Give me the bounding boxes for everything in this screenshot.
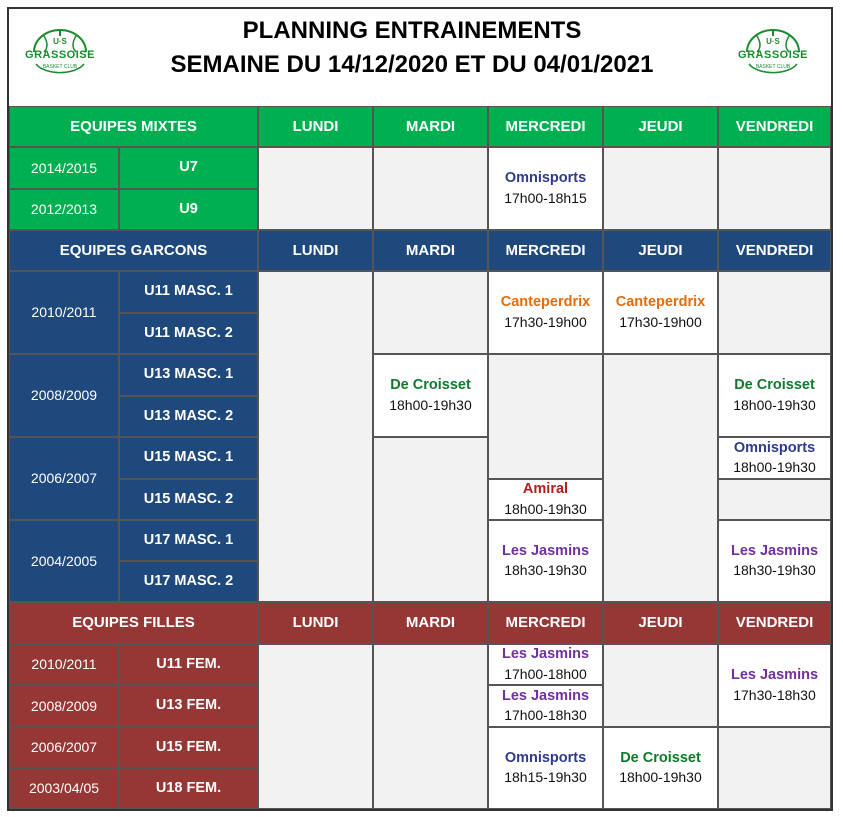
team-cell: U13 MASC. 2	[119, 396, 258, 437]
empty-slot	[373, 437, 488, 602]
gym-name: Les Jasmins	[501, 687, 590, 704]
year-cell: 2006/2007	[9, 727, 119, 768]
day-header-mercredi: MERCREDI	[488, 602, 603, 644]
slot-time: 17h00-18h00	[504, 665, 587, 682]
year-cell: 2010/2011	[9, 271, 119, 354]
section-header-filles: EQUIPES FILLES	[9, 602, 258, 644]
day-header-mardi: MARDI	[373, 602, 488, 644]
year-cell: 2008/2009	[9, 685, 119, 727]
empty-slot	[488, 354, 603, 479]
gym-name: Amiral	[522, 481, 569, 498]
empty-slot	[373, 271, 488, 354]
slot-time: 18h30-19h30	[733, 562, 816, 579]
empty-slot	[258, 147, 373, 230]
slot-time: 17h30-19h00	[619, 313, 702, 330]
section-header-mixtes: EQUIPES MIXTES	[9, 106, 258, 147]
day-header-vendredi: VENDREDI	[718, 106, 831, 147]
day-header-jeudi: JEUDI	[603, 230, 718, 271]
year-cell: 2008/2009	[9, 354, 119, 437]
training-slot	[488, 644, 603, 685]
logo-tagline: BASKET CLUB	[755, 64, 791, 70]
title-line-2: SEMAINE DU 14/12/2020 ET DU 04/01/2021	[170, 51, 654, 78]
slot-time: 18h00-19h30	[389, 396, 472, 413]
training-slot	[488, 147, 603, 230]
training-slot	[373, 354, 488, 437]
club-logo-right	[733, 22, 813, 80]
gym-name: Omnisports	[504, 749, 587, 766]
training-slot	[718, 644, 831, 727]
training-slot	[488, 271, 603, 354]
logo-prefix: U·S	[53, 37, 67, 46]
day-header-lundi: LUNDI	[258, 230, 373, 271]
team-cell: U15 MASC. 1	[119, 437, 258, 479]
slot-time: 18h30-19h30	[504, 562, 587, 579]
year-cell: 2012/2013	[9, 189, 119, 230]
slot-time: 17h30-18h30	[733, 686, 816, 703]
slot-time: 18h00-19h30	[733, 459, 816, 476]
logo-brand: GRASSOISE	[738, 49, 808, 61]
day-header-mercredi: MERCREDI	[488, 230, 603, 271]
day-header-mardi: MARDI	[373, 230, 488, 271]
training-slot	[603, 271, 718, 354]
slot-time: 18h00-19h30	[504, 500, 587, 517]
gym-name: Les Jasmins	[730, 542, 819, 559]
day-header-mercredi: MERCREDI	[488, 106, 603, 147]
team-cell: U15 MASC. 2	[119, 479, 258, 520]
year-cell: 2010/2011	[9, 644, 119, 685]
gym-name: Omnisports	[504, 170, 587, 187]
empty-slot	[373, 147, 488, 230]
year-cell: 2006/2007	[9, 437, 119, 520]
year-cell: 2014/2015	[9, 147, 119, 189]
gym-name: Canteperdrix	[500, 294, 591, 311]
day-header-lundi: LUNDI	[258, 602, 373, 644]
empty-slot	[603, 147, 718, 230]
year-cell: 2004/2005	[9, 520, 119, 602]
training-slot	[718, 354, 831, 437]
training-slot	[488, 520, 603, 602]
empty-slot	[258, 271, 373, 602]
empty-slot	[718, 727, 831, 809]
slot-time: 18h00-19h30	[619, 769, 702, 786]
team-cell: U17 MASC. 1	[119, 520, 258, 561]
training-slot	[718, 520, 831, 602]
year-cell: 2003/04/05	[9, 768, 119, 809]
day-header-vendredi: VENDREDI	[718, 230, 831, 271]
title-line-1: PLANNING ENTRAINEMENTS	[242, 17, 582, 44]
page-title	[112, 14, 712, 82]
team-cell: U11 MASC. 1	[119, 271, 258, 313]
gym-name: Les Jasmins	[501, 646, 590, 663]
club-logo-left	[20, 22, 100, 80]
training-slot	[603, 727, 718, 809]
logo-tagline: BASKET CLUB	[42, 64, 78, 70]
team-cell: U15 FEM.	[119, 727, 258, 768]
day-header-jeudi: JEUDI	[603, 106, 718, 147]
gym-name: Canteperdrix	[615, 294, 706, 311]
gym-name: De Croisset	[734, 377, 815, 394]
day-header-jeudi: JEUDI	[603, 602, 718, 644]
team-cell: U7	[119, 147, 258, 189]
logo-prefix: U·S	[766, 37, 780, 46]
empty-slot	[718, 147, 831, 230]
empty-slot	[603, 644, 718, 727]
empty-slot	[718, 479, 831, 520]
slot-time: 17h00-18h15	[504, 189, 587, 206]
slot-time: 18h15-19h30	[504, 769, 587, 786]
gym-name: Omnisports	[733, 439, 816, 456]
day-header-lundi: LUNDI	[258, 106, 373, 147]
training-slot	[718, 437, 831, 479]
team-cell: U17 MASC. 2	[119, 561, 258, 602]
slot-time: 17h30-19h00	[504, 313, 587, 330]
gym-name: De Croisset	[620, 749, 701, 766]
logo-brand: GRASSOISE	[25, 49, 95, 61]
gym-name: De Croisset	[390, 377, 471, 394]
slot-time: 18h00-19h30	[733, 396, 816, 413]
slot-time: 17h00-18h30	[504, 707, 587, 724]
training-slot	[488, 479, 603, 520]
team-cell: U9	[119, 189, 258, 230]
training-slot	[488, 727, 603, 809]
empty-slot	[373, 644, 488, 809]
section-header-garcons: EQUIPES GARCONS	[9, 230, 258, 271]
gym-name: Les Jasmins	[501, 542, 590, 559]
day-header-vendredi: VENDREDI	[718, 602, 831, 644]
empty-slot	[718, 271, 831, 354]
team-cell: U13 FEM.	[119, 685, 258, 727]
training-slot	[488, 685, 603, 727]
day-header-mardi: MARDI	[373, 106, 488, 147]
team-cell: U11 MASC. 2	[119, 313, 258, 354]
team-cell: U13 MASC. 1	[119, 354, 258, 396]
gym-name: Les Jasmins	[730, 667, 819, 684]
empty-slot	[603, 354, 718, 602]
empty-slot	[258, 644, 373, 809]
team-cell: U18 FEM.	[119, 768, 258, 809]
team-cell: U11 FEM.	[119, 644, 258, 685]
